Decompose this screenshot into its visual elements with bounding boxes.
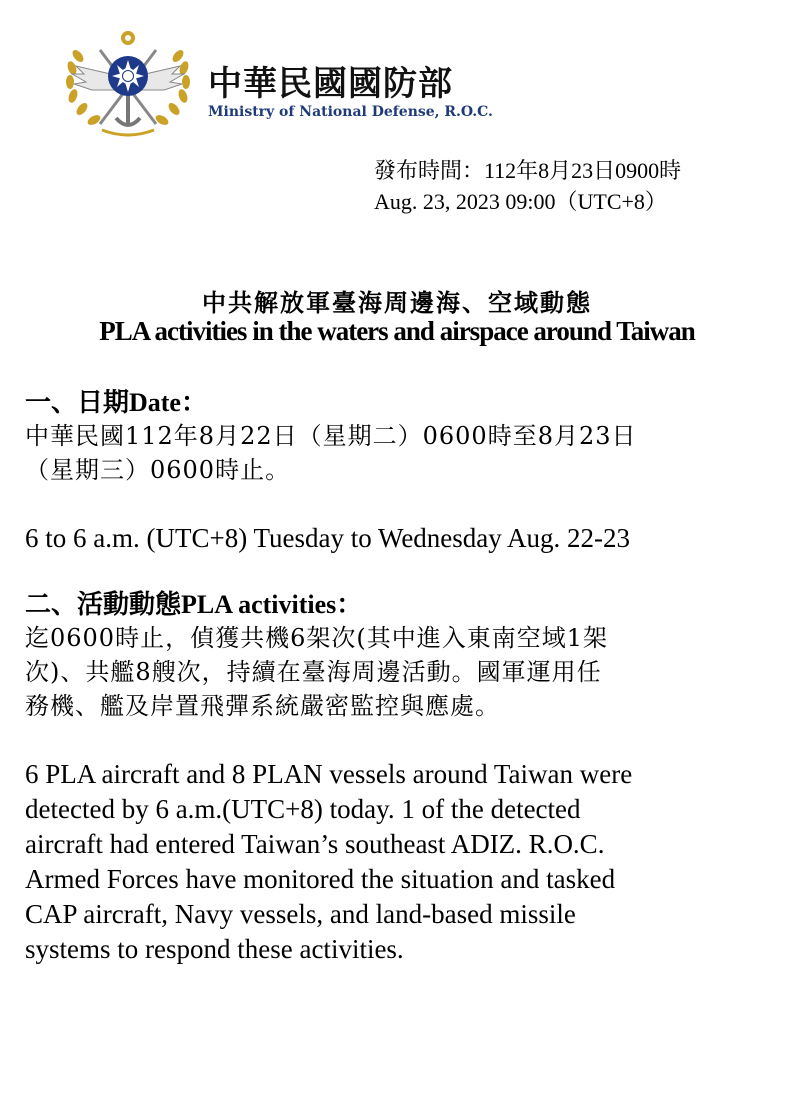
activities-text-en-line: aircraft had entered Taiwan’s southeast ADIZ. R.O.C. [25,829,605,859]
ministry-name-en: Ministry of National Defense, R.O.C. [208,104,493,120]
release-time-zh: 發布時間：112年8月23日0900時 [374,158,682,183]
date-text-zh-line: （星期三）0600時止。 [25,456,291,484]
ministry-name-zh: 中華民國國防部 [208,64,453,104]
activities-text-en-line: detected by 6 a.m.(UTC+8) today. 1 of the detected [25,794,581,824]
activities-text-zh-line: 迄0600時止，偵獲共機6架次(其中進入東南空域1架 [25,624,608,652]
section-heading-date: 一、日期Date： [25,388,207,417]
activities-text-en-line: CAP aircraft, Navy vessels, and land-based missile [25,899,576,929]
page-title-zh: 中共解放軍臺海周邊海、空域動態 [202,288,592,317]
section-heading-activities: 二、活動動態PLA activities： [25,590,363,619]
activities-text-en-line: 6 PLA aircraft and 8 PLAN vessels around Taiwan were [25,759,633,789]
page-title-en: PLA activities in the waters and airspace around Taiwan [99,316,695,346]
activities-text-zh-line: 務機、艦及岸置飛彈系統嚴密監控與應處。 [25,692,500,720]
release-time [374,155,681,217]
activities-text-en-line: systems to respond these activities. [25,934,404,964]
date-text-en: 6 to 6 a.m. (UTC+8) Tuesday to Wednesday Aug. 22-23 [25,523,631,553]
report-body [25,387,765,967]
activities-text-zh-line: 次)、共艦8艘次，持續在臺海周邊活動。國軍運用任 [25,658,602,686]
ministry-emblem-icon [58,28,198,140]
date-text-zh-line: 中華民國112年8月22日（星期二）0600時至8月23日 [25,422,637,450]
activities-text-en-line: Armed Forces have monitored the situation and tasked [25,864,616,894]
header [58,28,518,140]
release-time-en: Aug. 23, 2023 09:00（UTC+8） [374,189,667,214]
